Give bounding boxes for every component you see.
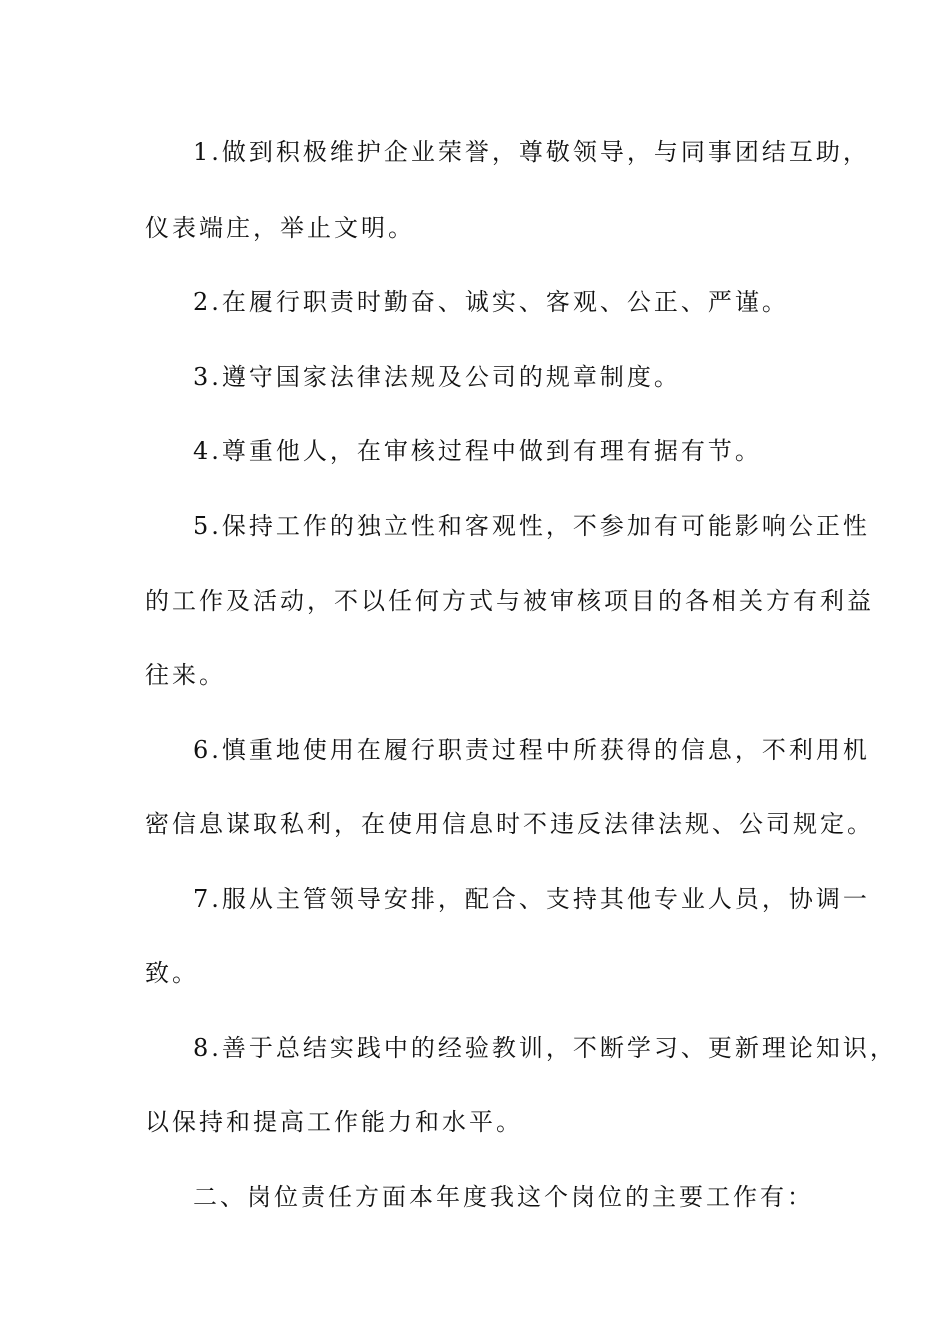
item-4-line: 4.尊重他人，在审核过程中做到有理有据有节。 bbox=[193, 437, 762, 465]
item-5-line-1: 5.保持工作的独立性和客观性，不参加有可能影响公正性 bbox=[193, 512, 870, 540]
item-7-line-2: 致。 bbox=[145, 959, 199, 987]
item-3-line: 3.遵守国家法律法规及公司的规章制度。 bbox=[193, 363, 681, 391]
item-7-line-1: 7.服从主管领导安排，配合、支持其他专业人员，协调一 bbox=[193, 885, 870, 913]
item-5-line-2: 的工作及活动，不以任何方式与被审核项目的各相关方有利益 bbox=[145, 587, 874, 615]
section-heading-2: 二、岗位责任方面本年度我这个岗位的主要工作有： bbox=[193, 1183, 814, 1211]
item-6-line-2: 密信息谋取私利，在使用信息时不违反法律法规、公司规定。 bbox=[145, 810, 874, 838]
item-6-line-1: 6.慎重地使用在履行职责过程中所获得的信息，不利用机 bbox=[193, 736, 870, 764]
item-8-line-2: 以保持和提高工作能力和水平。 bbox=[145, 1108, 523, 1136]
item-1-line-1: 1.做到积极维护企业荣誉，尊敬领导，与同事团结互助， bbox=[193, 138, 870, 166]
item-5-line-3: 往来。 bbox=[145, 661, 226, 689]
item-2-line: 2.在履行职责时勤奋、诚实、客观、公正、严谨。 bbox=[193, 288, 789, 316]
item-8-line-1: 8.善于总结实践中的经验教训，不断学习、更新理论知识， bbox=[193, 1034, 897, 1062]
item-1-line-2: 仪表端庄，举止文明。 bbox=[145, 214, 415, 242]
